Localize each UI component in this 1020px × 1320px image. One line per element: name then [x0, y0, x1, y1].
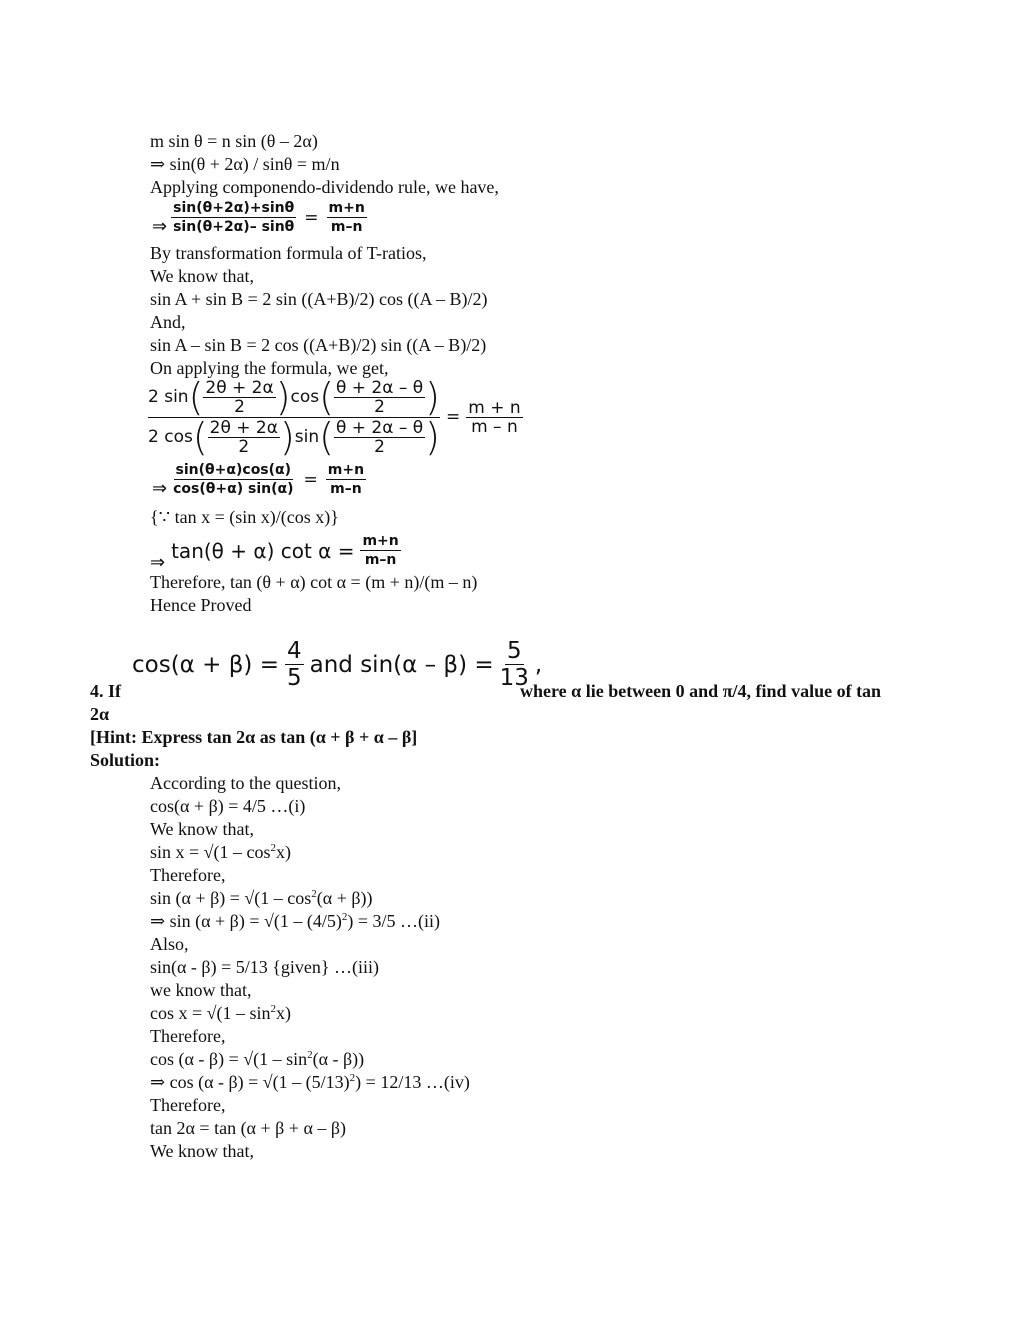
text: sin (α + β) = √(1 – cos: [150, 888, 312, 908]
text: ⇒ sin (α + β) = √(1 – (4/5): [150, 911, 342, 931]
denominator: 2: [234, 396, 245, 417]
text-line: And,: [150, 312, 186, 332]
fraction: [171, 461, 295, 498]
superscript: 2: [341, 911, 348, 923]
equals-sign: =: [304, 207, 319, 228]
term: cos: [290, 387, 320, 407]
text-line: sin(α - β) = 5/13 {given} …(iii): [150, 957, 379, 977]
big-fraction: [148, 375, 440, 459]
numerator: 5: [506, 638, 522, 664]
superscript: 2: [270, 842, 277, 854]
numerator: θ + 2α – θ: [335, 417, 424, 438]
superscript: 2: [311, 888, 317, 900]
equals-sign: =: [303, 469, 318, 490]
solution-heading: Solution:: [90, 750, 161, 770]
text-line: Therefore,: [150, 865, 226, 885]
text: cos x = √(1 – sin: [150, 1003, 271, 1023]
text-line: Therefore,: [150, 1095, 226, 1115]
text-line: We know that,: [150, 819, 255, 839]
text-line: [150, 887, 373, 909]
term: and sin(α – β) =: [309, 651, 494, 678]
text: ) = 3/5 …(ii): [347, 911, 440, 931]
text-line: ⇒ sin(θ + 2α) / sinθ = m/n: [150, 154, 340, 174]
denominator: cos(θ+α) sin(α): [173, 481, 294, 497]
text-line: [150, 841, 291, 863]
numerator: θ + 2α – θ: [335, 377, 424, 398]
text: ⇒ cos (α - β) = √(1 – (5/13): [150, 1072, 350, 1092]
equation-tan-cot: [150, 528, 401, 573]
text-line: Therefore, tan (θ + α) cot α = (m + n)/(m – n): [150, 572, 478, 592]
denominator: 13: [499, 665, 529, 691]
denominator: m–n: [364, 552, 397, 568]
text-line: Also,: [150, 934, 189, 954]
fraction: [208, 419, 280, 456]
superscript: 2: [349, 1072, 356, 1084]
denominator: 2: [374, 396, 385, 417]
big-numerator: [148, 375, 440, 419]
paren: (: [319, 415, 334, 459]
text-line: tan 2α = tan (α + β + α – β): [150, 1118, 347, 1138]
paren: (: [319, 375, 334, 419]
question-text: 2α: [90, 704, 110, 724]
text-line: By transformation formula of T-ratios,: [150, 243, 427, 263]
text-line: [150, 1071, 470, 1093]
text-line: {∵ tan x = (sin x)/(cos x)}: [150, 507, 339, 527]
text: (α + β)): [316, 888, 373, 908]
question-number: 4. If: [90, 681, 121, 701]
numerator: 2θ + 2α: [205, 377, 274, 398]
text-line: m sin θ = n sin (θ – 2α): [150, 131, 318, 151]
paren: (: [188, 375, 204, 419]
text-line: cos(α + β) = 4/5 …(i): [150, 796, 306, 816]
text-line: On applying the formula, we get,: [150, 358, 389, 378]
numerator: m+n: [362, 533, 399, 549]
fraction: [203, 379, 275, 416]
term: 2 cos: [148, 427, 193, 447]
denominator: 2: [374, 436, 385, 457]
text: ) = 12/13 …(iv): [355, 1072, 470, 1092]
text-line: According to the question,: [150, 773, 341, 793]
denominator: m–n: [330, 481, 362, 497]
paren: ): [425, 375, 440, 419]
superscript: 2: [270, 1003, 277, 1015]
term: sin: [294, 427, 320, 447]
denominator: 5: [286, 665, 302, 691]
equation-transformation: [148, 375, 523, 459]
numerator: sin(θ+α)cos(α): [175, 462, 292, 478]
term: 2 sin: [148, 387, 189, 407]
numerator: m+n: [328, 200, 365, 216]
term: ,: [534, 651, 543, 678]
numerator: sin(θ+2α)+sinθ: [173, 200, 295, 216]
text-line: Therefore,: [150, 1026, 226, 1046]
paren: ): [275, 375, 291, 419]
fraction: [171, 199, 296, 236]
text-line: sin A – sin B = 2 cos ((A+B)/2) sin ((A – B)/2): [150, 335, 487, 355]
implies-symbol: ⇒: [152, 478, 168, 498]
text-line: Applying componendo-dividendo rule, we have,: [150, 177, 499, 197]
numerator: m+n: [327, 462, 365, 478]
text-line: sin A + sin B = 2 sin ((A+B)/2) cos ((A – B)/2): [150, 289, 488, 309]
equation-componendo: [152, 198, 367, 237]
text-line: [150, 1048, 364, 1070]
paren: ): [425, 415, 440, 459]
text: cos (α - β) = √(1 – sin: [150, 1049, 308, 1069]
text: x): [276, 842, 292, 862]
text-line: [150, 1002, 291, 1024]
equals-sign: =: [445, 407, 461, 427]
fraction: [327, 199, 367, 236]
text: (α - β)): [312, 1049, 365, 1069]
denominator: m–n: [330, 219, 363, 235]
fraction: [326, 461, 366, 498]
question-formula: [132, 638, 542, 691]
hint: [Hint: Express tan 2α as tan (α + β + α – β]: [90, 727, 418, 747]
text-line: We know that,: [150, 266, 255, 286]
superscript: 2: [307, 1049, 313, 1061]
implies-symbol: ⇒: [152, 216, 168, 236]
fraction: [360, 532, 400, 569]
fraction: [466, 399, 522, 436]
paren: (: [192, 415, 208, 459]
fraction: [285, 638, 304, 691]
fraction: [334, 379, 425, 416]
question-text: where α lie between 0 and π/4, find value of tan: [520, 681, 882, 701]
lhs: tan(θ + α) cot α =: [171, 538, 355, 563]
text-line: we know that,: [150, 980, 252, 1000]
text: sin x = √(1 – cos: [150, 842, 271, 862]
denominator: 2: [238, 436, 250, 457]
paren: ): [279, 415, 295, 459]
text-line: [150, 910, 440, 932]
equation-ratio: [152, 460, 366, 499]
text-line: We know that,: [150, 1141, 255, 1161]
term: cos(α + β) =: [132, 651, 279, 678]
text-line: Hence Proved: [150, 595, 252, 615]
numerator: 4: [286, 638, 302, 664]
fraction: [334, 419, 425, 456]
numerator: m + n: [468, 397, 521, 418]
denominator: m – n: [471, 416, 518, 437]
text: x): [276, 1003, 292, 1023]
denominator: sin(θ+2α)– sinθ: [173, 219, 295, 235]
numerator: 2θ + 2α: [209, 417, 278, 438]
big-denominator: [148, 415, 440, 459]
implies-symbol: ⇒: [150, 552, 166, 572]
